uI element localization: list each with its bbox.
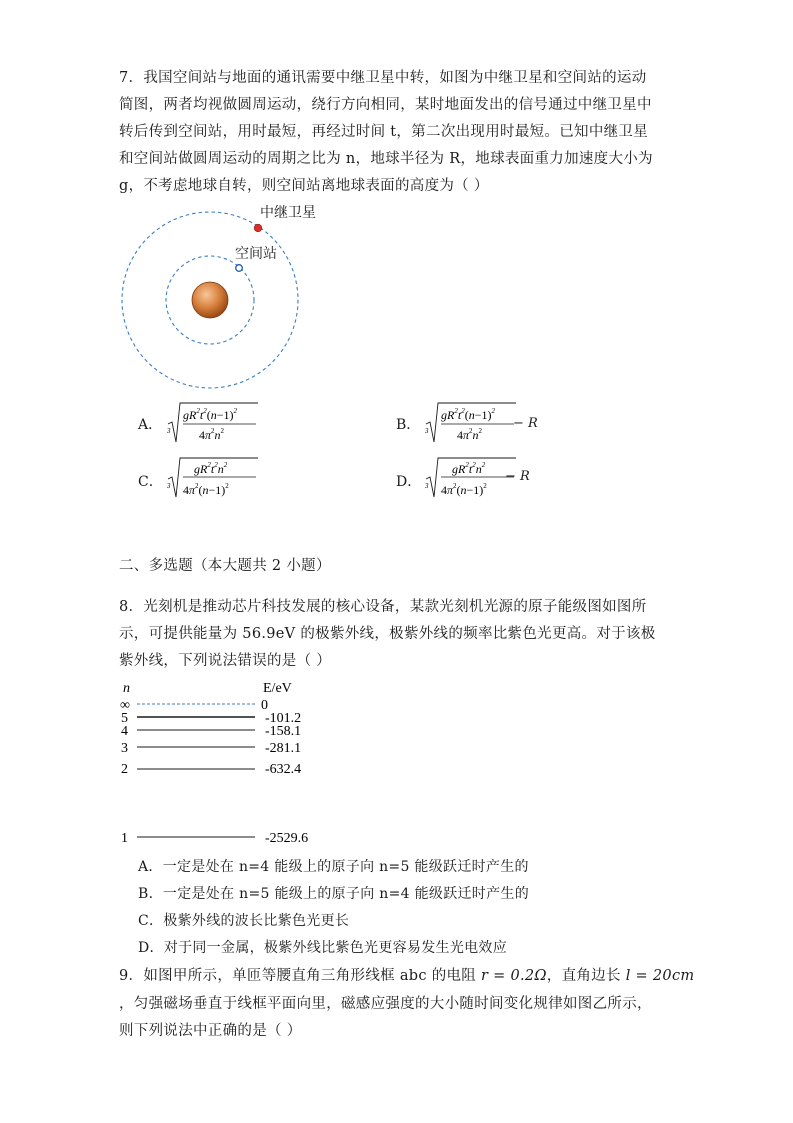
q8-option-b[interactable]: B．一定是处在 n=5 能级上的原子向 n=4 能级跃迁时产生的: [138, 886, 529, 902]
svg-text:4π2n2: $4\pi^2n^2$: [457, 427, 483, 442]
svg-text:gR2t2n2: $gR^2t^2n^2$: [452, 461, 486, 476]
level-e-3: -281.1: [265, 741, 302, 756]
level-n-3: 3: [121, 741, 128, 756]
n-header: n: [123, 681, 130, 696]
station-label: 空间站: [235, 247, 277, 262]
q8-line-3: 紫外线，下列说法错误的是（ ）: [119, 653, 332, 669]
q7-option-d-tail: − R: [505, 469, 530, 484]
earth: [192, 282, 228, 318]
q7-option-c-formula: [164, 455, 264, 501]
level-n-4: 4: [121, 724, 128, 739]
q7-option-b-letter[interactable]: B．: [396, 417, 421, 433]
svg-text:3: 3: [167, 427, 171, 435]
level-n-inf: ∞: [120, 698, 130, 713]
svg-text:3: 3: [167, 482, 171, 490]
relay-label: 中继卫星: [260, 206, 316, 221]
level-e-1: -2529.6: [265, 831, 309, 846]
relay-satellite: [254, 224, 262, 232]
space-station: [236, 265, 243, 272]
svg-text:4π2(n−1)2: $4\pi^2(n-1)^2$: [441, 482, 487, 497]
q7-line-4: 和空间站做圆周运动的周期之比为 n，地球半径为 R，地球表面重力加速度大小为: [119, 151, 653, 167]
level-e-4: -158.1: [265, 724, 302, 739]
energy-level-diagram: [115, 676, 335, 846]
q8-line-2: 示，可提供能量为 56.9eV 的极紫外线，极紫外线的频率比紫色光更高。对于该极: [119, 626, 656, 642]
svg-text:gR2t2n2: $gR^2t^2n^2$: [194, 461, 228, 476]
q8-option-a[interactable]: A．一定是处在 n=4 能级上的原子向 n=5 能级跃迁时产生的: [138, 859, 529, 875]
q8-option-d[interactable]: D．对于同一金属，极紫外线比紫色光更容易发生光电效应: [138, 940, 508, 956]
q9-line-3: 则下列说法中正确的是（ ）: [119, 1023, 302, 1039]
svg-text:3: 3: [425, 427, 429, 435]
q7-option-a-formula: [164, 400, 264, 446]
q7-option-c-letter[interactable]: C．: [138, 474, 163, 490]
q9-line-2: ，匀强磁场垂直于线框平面向里，磁感应强度的大小随时间变化规律如图乙所示，: [119, 996, 652, 1012]
section-heading: 二、多选题（本大题共 2 小题）: [119, 558, 331, 574]
q9-line-1-a: 9．如图甲所示，单匝等腰直角三角形线框 abc 的电阻: [119, 968, 481, 984]
svg-text:4π2(n−1)2: $4\pi^2(n-1)^2$: [183, 482, 229, 497]
level-e-2: -632.4: [265, 762, 302, 777]
q9-side-length: l = 20cm: [625, 968, 695, 984]
svg-text:gR2t2(n−1)2: $gR^2t^2(n-1)^2$: [183, 407, 237, 422]
q7-option-b-tail: − R: [513, 416, 538, 431]
q7-option-d-letter[interactable]: D．: [396, 474, 422, 490]
q7-line-3: 转后传到空间站，用时最短，再经过时间 t，第二次出现用时最短。已知中继卫星: [119, 124, 649, 140]
q7-option-b-formula: [422, 400, 522, 446]
level-n-1: 1: [121, 831, 128, 846]
q8-line-1: 8．光刻机是推动芯片科技发展的核心设备，某款光刻机光源的原子能级图如图所: [119, 599, 647, 615]
q9-line-1-b: ，直角边长: [546, 968, 626, 984]
level-e-5: -101.2: [265, 711, 302, 726]
q7-line-5: g，不考虑地球自转，则空间站离地球表面的高度为（ ）: [119, 178, 489, 194]
level-n-2: 2: [121, 762, 128, 777]
q9-resistance: r = 0.2Ω: [481, 968, 547, 984]
q8-option-c[interactable]: C．极紫外线的波长比紫色光更长: [138, 913, 350, 929]
svg-text:3: 3: [425, 482, 429, 490]
q7-option-a-letter[interactable]: A．: [138, 417, 163, 433]
q7-line-1: 7．我国空间站与地面的通讯需要中继卫星中转，如图为中继卫星和空间站的运动: [119, 70, 647, 86]
svg-text:4π2n2: $4\pi^2n^2$: [199, 427, 225, 442]
level-n-5: 5: [121, 711, 128, 726]
q9-line-1: [119, 964, 694, 985]
level-e-inf: 0: [261, 698, 268, 713]
q7-line-2: 简图，两者均视做圆周运动，绕行方向相同，某时地面发出的信号通过中继卫星中: [119, 97, 652, 113]
svg-text:gR2t2(n−1)2: $gR^2t^2(n-1)^2$: [441, 407, 495, 422]
orbit-diagram: [110, 196, 330, 396]
e-header: E/eV: [263, 681, 292, 696]
